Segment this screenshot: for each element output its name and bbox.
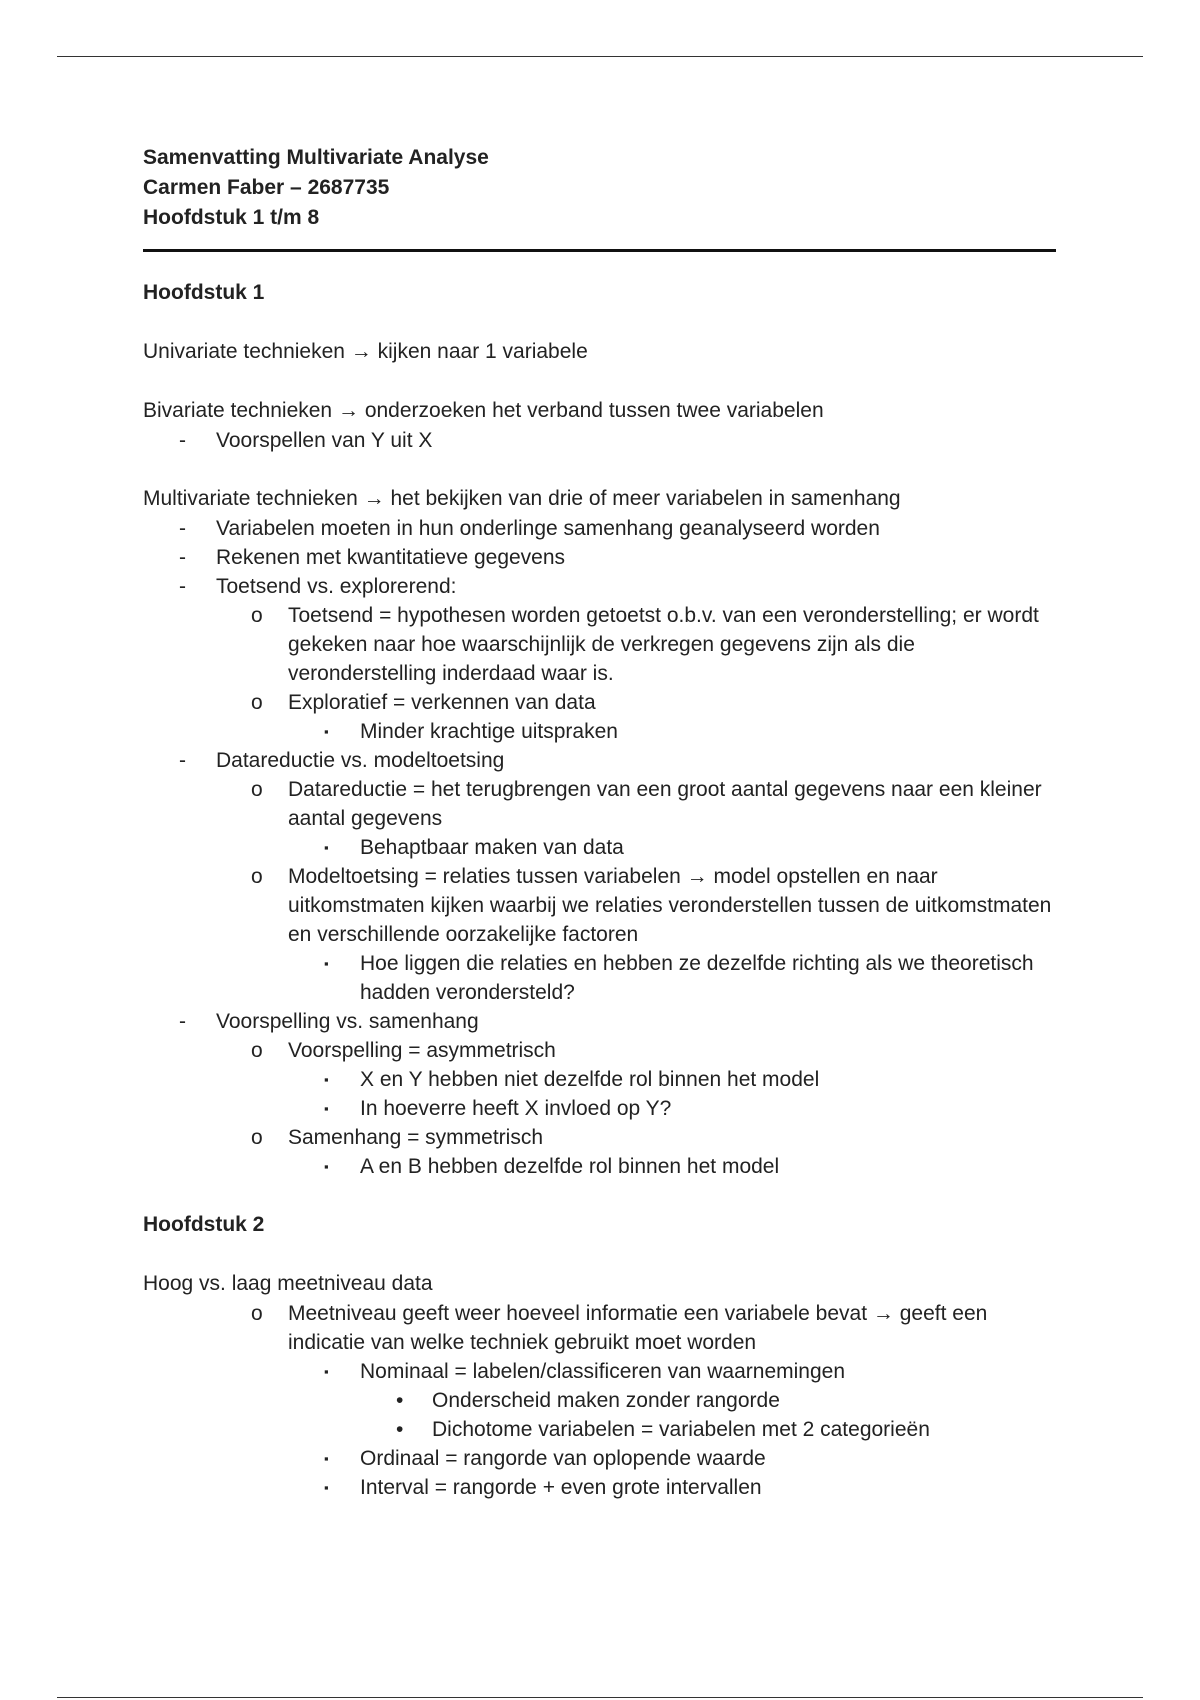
list-item: o Modeltoetsing = relaties tussen variabelen → model opstellen en naar uitkomstmaten kijken waarbij we relaties veronderstellen tussen de uitkomstmaten en verschillende oorzakelijke factoren — [143, 862, 1063, 949]
arrow-right-icon: → — [337, 399, 359, 422]
circle-bullet-icon: o — [251, 1302, 263, 1325]
document-body — [143, 143, 1063, 1502]
author-line: Carmen Faber – 2687735 — [143, 176, 390, 199]
list-item: o Exploratief = verkennen van data — [143, 688, 1063, 717]
chapter-range: Hoofdstuk 1 t/m 8 — [143, 206, 320, 229]
list-item: ▪ Behaptbaar maken van data — [143, 833, 1063, 862]
list-item: o Samenhang = symmetrisch — [143, 1123, 1063, 1152]
dash-bullet-icon: - — [179, 575, 186, 598]
square-bullet-icon: ▪ — [324, 1159, 329, 1174]
dash-bullet-icon: - — [179, 1010, 186, 1033]
list-item: - Voorspelling vs. samenhang — [143, 1007, 1063, 1036]
title-divider — [143, 249, 1056, 252]
circle-bullet-icon: o — [251, 1039, 263, 1062]
dash-bullet-icon: - — [179, 429, 186, 452]
multivariate-line: Multivariate technieken → het bekijken van drie of meer variabelen in samenhang — [143, 484, 1063, 514]
square-bullet-icon: ▪ — [324, 840, 329, 855]
bivariate-line: Bivariate technieken → onderzoeken het verband tussen twee variabelen — [143, 396, 1063, 426]
circle-bullet-icon: o — [251, 604, 263, 627]
chapter-1-heading: Hoofdstuk 1 — [143, 281, 265, 304]
circle-bullet-icon: o — [251, 778, 263, 801]
meetniveau-intro: Hoog vs. laag meetniveau data — [143, 1272, 433, 1295]
list-item: ▪ Hoe liggen die relaties en hebben ze dezelfde richting als we theoretisch hadden verondersteld? — [143, 949, 1063, 1007]
list-item: • Onderscheid maken zonder rangorde — [143, 1386, 1063, 1415]
page-top-rule — [57, 56, 1143, 57]
arrow-right-icon: → — [350, 340, 372, 363]
square-bullet-icon: ▪ — [324, 1451, 329, 1466]
list-item: o Toetsend = hypothesen worden getoetst o.b.v. van een veronderstelling; er wordt gekeken naar hoe waarschijnlijk de verkregen gegevens zijn als die veronderstelling inderdaad waar is. — [143, 601, 1063, 688]
page-bottom-rule — [57, 1697, 1143, 1698]
arrow-right-icon: → — [686, 865, 708, 888]
dot-bullet-icon: • — [396, 1418, 404, 1441]
list-item: o Datareductie = het terugbrengen van een groot aantal gegevens naar een kleiner aantal gegevens — [143, 775, 1063, 833]
list-item: ▪ Ordinaal = rangorde van oplopende waarde — [143, 1444, 1063, 1473]
list-item: ▪ Nominaal = labelen/classificeren van waarnemingen — [143, 1357, 1063, 1386]
list-item: o Meetniveau geeft weer hoeveel informatie een variabele bevat → geeft een indicatie van welke techniek gebruikt moet worden — [143, 1299, 1063, 1357]
square-bullet-icon: ▪ — [324, 1364, 329, 1379]
list-item: ▪ X en Y hebben niet dezelfde rol binnen het model — [143, 1065, 1063, 1094]
arrow-right-icon: → — [363, 487, 385, 510]
list-item: - Rekenen met kwantitatieve gegevens — [143, 543, 1063, 572]
list-item: ▪ In hoeverre heeft X invloed op Y? — [143, 1094, 1063, 1123]
list-item: - Voorspellen van Y uit X — [143, 426, 1063, 455]
list-item: • Dichotome variabelen = variabelen met 2 categorieën — [143, 1415, 1063, 1444]
document-title: Samenvatting Multivariate Analyse — [143, 146, 489, 169]
square-bullet-icon: ▪ — [324, 1480, 329, 1495]
circle-bullet-icon: o — [251, 865, 263, 888]
list-item: ▪ A en B hebben dezelfde rol binnen het model — [143, 1152, 1063, 1181]
dash-bullet-icon: - — [179, 517, 186, 540]
list-item: ▪ Interval = rangorde + even grote intervallen — [143, 1473, 1063, 1502]
univariate-line: Univariate technieken → kijken naar 1 variabele — [143, 337, 1063, 367]
list-item: - Datareductie vs. modeltoetsing — [143, 746, 1063, 775]
square-bullet-icon: ▪ — [324, 956, 329, 971]
list-item: o Voorspelling = asymmetrisch — [143, 1036, 1063, 1065]
dash-bullet-icon: - — [179, 546, 186, 569]
square-bullet-icon: ▪ — [324, 724, 329, 739]
list-item: - Variabelen moeten in hun onderlinge samenhang geanalyseerd worden — [143, 514, 1063, 543]
square-bullet-icon: ▪ — [324, 1101, 329, 1116]
square-bullet-icon: ▪ — [324, 1072, 329, 1087]
circle-bullet-icon: o — [251, 1126, 263, 1149]
chapter-2-heading: Hoofdstuk 2 — [143, 1213, 265, 1236]
dash-bullet-icon: - — [179, 749, 186, 772]
dot-bullet-icon: • — [396, 1389, 404, 1412]
circle-bullet-icon: o — [251, 691, 263, 714]
arrow-right-icon: → — [872, 1302, 894, 1325]
list-item: ▪ Minder krachtige uitspraken — [143, 717, 1063, 746]
list-item: - Toetsend vs. explorerend: — [143, 572, 1063, 601]
